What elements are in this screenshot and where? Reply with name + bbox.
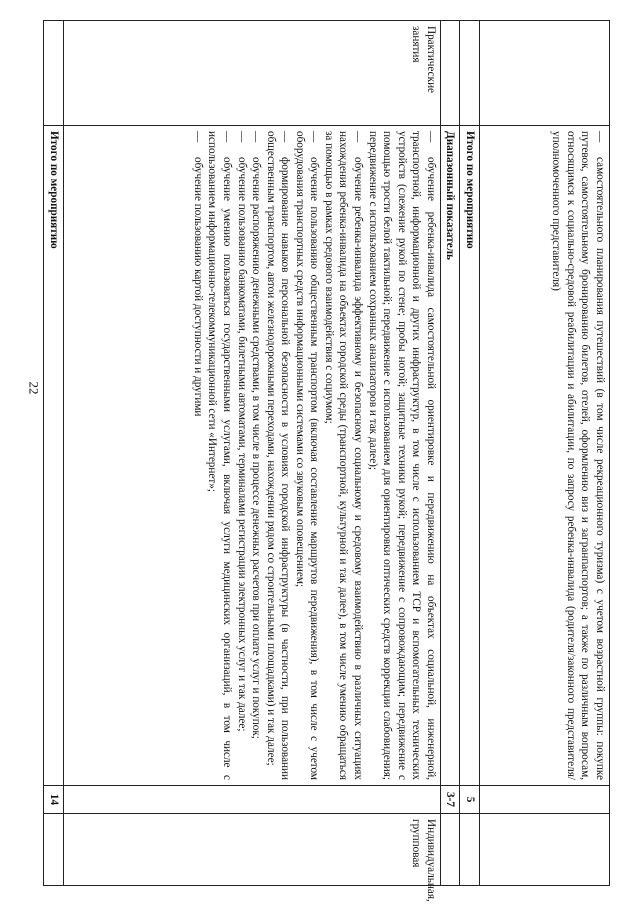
program-table [43, 20, 610, 902]
rotated-page [47, 20, 640, 902]
table-row-total-final [44, 21, 64, 886]
total-label-final: Итого по мероприятию [44, 126, 64, 786]
list-item: —обучение ребенка-инвалида самостоятельной ориентировке и передвижению на объектах социальной, инженерной, транспортной, информационной и других инфраструктур, в том числе с использованием ТСР и вспомогательных технических устройств (слежение рукой по стене; пробы ногой; защитные техники рукой; передвижение с сопровождающим; передвижение с помощью трости белой тактильной; передвижение с использованием для ориентировки оптических средств коррекции слабовидения; передвижение с использованием сохранных анализаторов и так далее); [366, 131, 437, 780]
range-value: 3-7 [440, 786, 460, 814]
list-item: —формирование навыков персональной безопасности в условиях городской инфраструктуры (в частности, при пользовании общественным транспортом, автои железнодорожными переходами, нахождении рядом со строительными площадками) и так далее; [264, 131, 292, 780]
total-value-final: 14 [44, 786, 64, 814]
range-label: Диапазонный показатель [440, 126, 460, 786]
items-cell [63, 126, 440, 786]
table-row-total [460, 21, 480, 886]
list-item: —обучение умению пользоваться государственными услугами, включая услуги медицинских организаций, в том числе с использованием информационно-телекоммуникационной сети «Интернет»; [206, 131, 233, 780]
list-item: —обучение пользованию картой доступности и другими [191, 131, 204, 417]
content-cell [480, 126, 610, 786]
table-row-practice [63, 21, 440, 886]
table-row-continued [480, 21, 610, 886]
total-label: Итого по мероприятию [460, 126, 480, 786]
table-row-range [440, 21, 460, 886]
count-cell-empty [480, 786, 610, 814]
list-item: —обучение ребенка-инвалида эффективному и безопасному социальному и средовому взаимодействию в различных ситуациях нахождения ребенка-инвалида на объектах городской среды (транспортной, культурной и так далее), в том числе умению обращаться за помощью в рамках средового взаимодействия с социумом; [322, 131, 365, 780]
format-cell: Индивидуальная, групповая [63, 814, 440, 886]
form-cell: Практические занятия [63, 21, 440, 126]
continued-text: самостоятельного планирования путешествий (в том числе рекреационного туризма) с учетом возрастной группы: покупке путевок, самостоятельному бронированию билетов, отелей, оформлению виз и загранпаспортов; а также по различным вопросам, относящимся к социально-средовой реабилитации и абилитации, по запросу ребенка-инвалида (родителя/законного представителя/уполномоченного представителя) [550, 131, 606, 780]
list-dash: — [594, 131, 606, 143]
document-sheet [47, 20, 610, 902]
list-item: —обучение распоряжению денежными средствами, в том числе в процессе денежных расчетов при оплате услуг и покупок; [250, 131, 263, 739]
page-number: 22 [26, 381, 42, 395]
format-cell-empty [480, 814, 610, 886]
list-item: —обучение пользованию банкоматами, билетными автоматами, терминалами регистрации электронных услуг и так далее; [235, 131, 248, 732]
form-cell-empty [480, 21, 610, 126]
list-item: —обучение пользованию общественным транспортом (включая составление маршрутов передвижения), в том числе с учетом оборудования транспортных средств информационными системами со звуковым оповещением; [293, 131, 321, 780]
total-value: 5 [460, 786, 480, 814]
